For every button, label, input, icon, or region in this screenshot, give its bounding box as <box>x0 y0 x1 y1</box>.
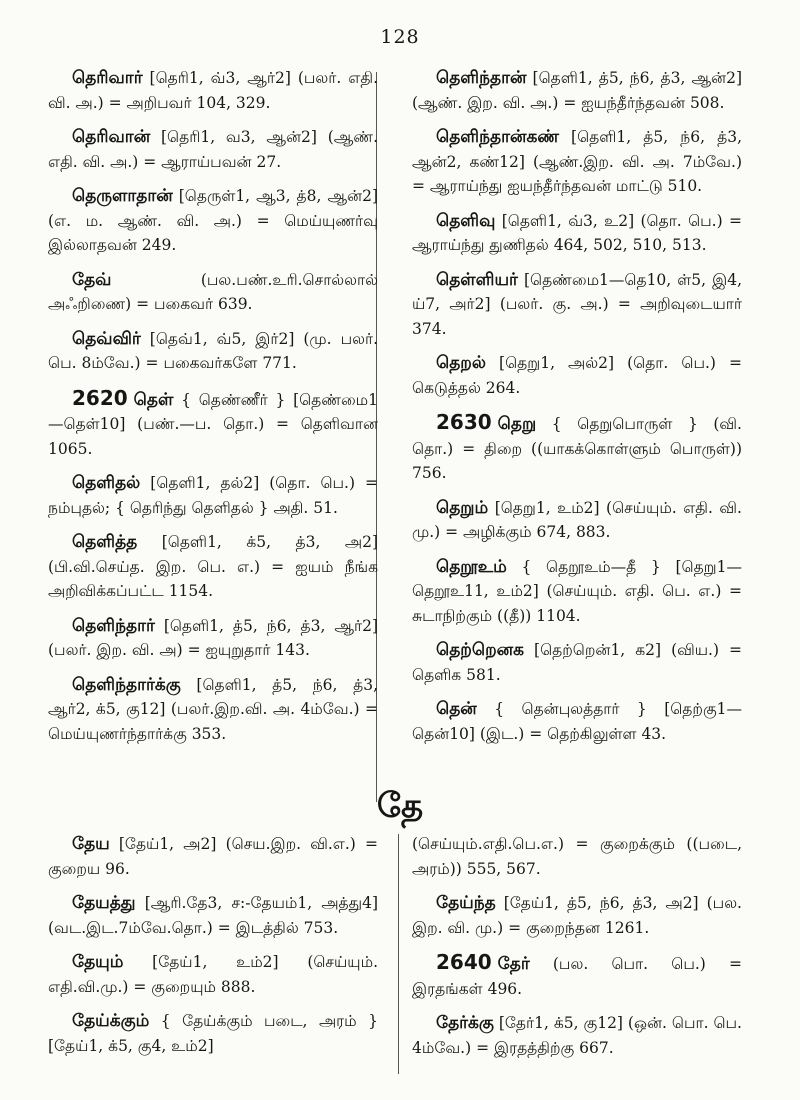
entry-definition: [தெளி1, வ்3, உ2] (தொ. பெ.) = ஆராய்ந்து துணிதல் 464, 502, 510, 513. <box>412 211 742 254</box>
entry-definition: [தெற்றென்1, க2] (விய.) = தெளிக 581. <box>412 641 742 684</box>
entry-definition: (செய்யும்.எதி.பெ.எ.) = குறைக்கும் ((படை, அரம்)) 555, 567. <box>412 835 742 878</box>
dictionary-entry <box>412 950 742 1001</box>
dictionary-entry <box>48 530 378 604</box>
entry-definition: { தெண்ணீர் } [தெண்மை1—தெள்10] (பண்.—ப. தொ.) = தெளிவான 1065. <box>48 390 378 458</box>
entry-definition: [தெளி1, த்5, ந்6, த்3, ஆர்2, க்5, கு12] (பலர்.இற.வி. அ. 4ம்வே.) = மெய்யுணர்ந்தார்க்கு 353. <box>48 675 378 743</box>
dictionary-entry <box>48 66 378 115</box>
entry-definition: [தெளி1, தல்2] (தொ. பெ.) = நம்புதல்; { தெரிந்து தெளிதல் } அதி. 51. <box>48 474 378 517</box>
dictionary-entry <box>48 1009 378 1058</box>
dictionary-entry <box>412 1011 742 1060</box>
entry-definition: { தெறூஉம்—தீ } [தெறு1—தெறூஉ11, உம்2] (செய்யும். எதி. பெ. எ.) = சுடாநிற்கும் ((தீ)) 1104. <box>412 557 742 625</box>
dictionary-entry <box>48 614 378 663</box>
entry-definition: [தெரி1, வ்3, ஆர்2] (பலர். எதி. வி. அ.) = அறிபவர் 104, 329. <box>48 69 378 112</box>
dictionary-entry <box>412 638 742 687</box>
dictionary-entry <box>412 697 742 746</box>
entry-definition: { தென்புலத்தார் } [தெற்கு1—தென்10] (இட.) = தெற்கிலுள்ள 43. <box>412 700 742 743</box>
section-heading: தே <box>376 786 424 826</box>
entry-definition: [தெளி1, க்5, த்3, அ2] (பி.வி.செய்த. இற. பெ. எ.) = ஐயம் நீங்க அறிவிக்கப்பட்ட 1154. <box>48 533 378 600</box>
entry-headword: தேவ் <box>72 269 112 290</box>
dictionary-entry <box>48 268 378 317</box>
left-column <box>48 66 378 756</box>
entry-definition: [தேர்1, க்5, கு12] (ஒன். பொ. பெ. 4ம்வே.) = இரதத்திற்கு 667. <box>412 1014 742 1057</box>
entry-headword: தேய <box>72 834 110 854</box>
entry-definition: { தேய்க்கும் படை, அரம் } [தேய்1, க்5, கு4, உம்2] <box>48 1012 378 1055</box>
dictionary-entry <box>48 184 378 258</box>
entry-definition: [தெருள்1, ஆ3, த்8, ஆன்2] (எ. ம. ஆண். வி. அ.) = மெய்யுணர்வு இல்லாதவன் 249. <box>48 187 378 254</box>
dictionary-entry <box>412 66 742 115</box>
entry-headword: தேய்ந்த <box>436 893 496 913</box>
entry-headword: தெளிந்தார்க்கு <box>72 674 181 695</box>
entry-definition: [தெண்மை1—தெ10, ள்5, இ4, ய்7, அர்2] (பலர். கு. அ.) = அறிவுடையார் 374. <box>412 270 742 338</box>
entry-headword: தெளிவு <box>436 210 496 231</box>
entry-definition: [தெளி1, த்5, ந்6, த்3, ஆர்2] (பலர். இற. வி. அ) = ஐயுறுதார் 143. <box>48 616 378 659</box>
entry-headword: தெளிதல் <box>72 473 141 493</box>
dictionary-entry <box>412 125 742 199</box>
entry-headword: தேர் <box>497 954 530 974</box>
entry-headword: தெறூஉம் <box>436 556 507 577</box>
entry-number: 2620 <box>72 385 128 410</box>
entry-headword: தெள் <box>133 389 174 410</box>
entry-definition: [தேய்1, அ2] (செய.இற. வி.எ.) = குறைய 96. <box>48 835 378 878</box>
entry-headword: தேயும் <box>72 952 124 972</box>
dictionary-entry <box>48 125 378 174</box>
entry-headword: தேயத்து <box>72 893 136 913</box>
entry-headword: தென் <box>436 699 477 719</box>
entry-definition: [தெறு1, அல்2] (தொ. பெ.) = கெடுத்தல் 264. <box>412 354 742 397</box>
dictionary-entry <box>412 555 742 629</box>
dictionary-entry <box>412 891 742 940</box>
entry-number: 2630 <box>436 410 492 434</box>
dictionary-entry <box>412 410 742 486</box>
entry-definition: (பல.பண்.உரி.சொல்லால் அஃறிணை) = பகைவர் 639. <box>48 270 378 313</box>
entry-definition: [தெளி1, த்5, ந்6, த்3, ஆன்2] (ஆண். இற. வி. அ.) = ஐயந்தீர்ந்தவன் 508. <box>412 69 742 112</box>
entry-definition: [தேய்1, த்5, ந்6, த்3, அ2] (பல. இற. வி. மு.) = குறைந்தன 1261. <box>412 894 742 937</box>
column-divider-lower <box>398 834 399 1074</box>
dictionary-entry <box>412 209 742 258</box>
dictionary-entry <box>412 496 742 545</box>
entry-headword: தெற்றெனக <box>436 640 525 660</box>
left-column-lower <box>48 832 378 1068</box>
entry-headword: தெளித்த <box>72 532 138 552</box>
entry-headword: தெவ்விர் <box>72 328 141 349</box>
dictionary-entry <box>48 832 378 881</box>
entry-definition: [தேய்1, உம்2] (செய்யும். எதி.வி.மு.) = குறையும் 888. <box>48 953 378 996</box>
entry-definition: [தெரி1, வ3, ஆன்2] (ஆண். எதி. வி. அ.) = ஆராய்பவன் 27. <box>48 128 378 171</box>
entry-definition: { தெறுபொருள் } (வி. தொ.) = திறை ((யாகக்கொள்ளும் பொருள்)) 756. <box>412 415 742 482</box>
entry-definition: [தெறு1, உம்2] (செய்யும். எதி. வி. மு.) = அழிக்கும் 674, 883. <box>412 498 742 541</box>
right-column-lower <box>412 832 742 1070</box>
entry-definition: (பல. பொ. பெ.) = இரதங்கள் 496. <box>412 955 742 998</box>
dictionary-entry <box>48 891 378 940</box>
dictionary-entry <box>48 673 378 747</box>
entry-headword: தெளிந்தான் <box>436 68 527 88</box>
dictionary-entry <box>48 386 378 462</box>
entry-headword: தெறல் <box>436 353 486 373</box>
dictionary-entry <box>412 351 742 400</box>
entry-definition: [தெவ்1, வ்5, இர்2] (மு. பலர். பெ. 8ம்வே.) = பகைவர்களே 771. <box>48 329 378 372</box>
entry-headword: தேய்க்கும் <box>72 1011 150 1031</box>
right-column <box>412 66 742 756</box>
dictionary-entry <box>48 950 378 999</box>
entry-headword: தெரிவார் <box>72 68 143 88</box>
dictionary-entry <box>412 268 742 342</box>
dictionary-entry <box>48 471 378 520</box>
entry-headword: தெளிந்தான்கண் <box>436 127 559 147</box>
entry-headword: தெரிவான் <box>72 127 151 147</box>
entry-headword: தேர்க்கு <box>436 1013 494 1033</box>
entry-number: 2640 <box>436 950 492 974</box>
entry-headword: தெருளாதான் <box>72 186 173 206</box>
entry-headword: தெள்ளியர் <box>436 269 518 290</box>
entry-headword: தெளிந்தார் <box>72 615 155 636</box>
entry-headword: தெறும் <box>436 497 489 518</box>
entry-definition: [ஆரி.தே3, ச:-தேயம்1, அத்து4] (வட.இட.7ம்வே.தொ.) = இடத்தில் 753. <box>48 894 378 937</box>
dictionary-entry <box>48 327 378 376</box>
dictionary-entry <box>412 832 742 881</box>
page-number: 128 <box>380 26 420 48</box>
entry-definition: [தெளி1, த்5, ந்6, த்3, ஆன்2, கண்12] (ஆண்.இற. வி. அ. 7ம்வே.) = ஆராய்ந்து ஐயந்தீர்ந்தவன் மாட்டு 510. <box>412 128 742 195</box>
entry-headword: தெறு <box>497 414 537 434</box>
